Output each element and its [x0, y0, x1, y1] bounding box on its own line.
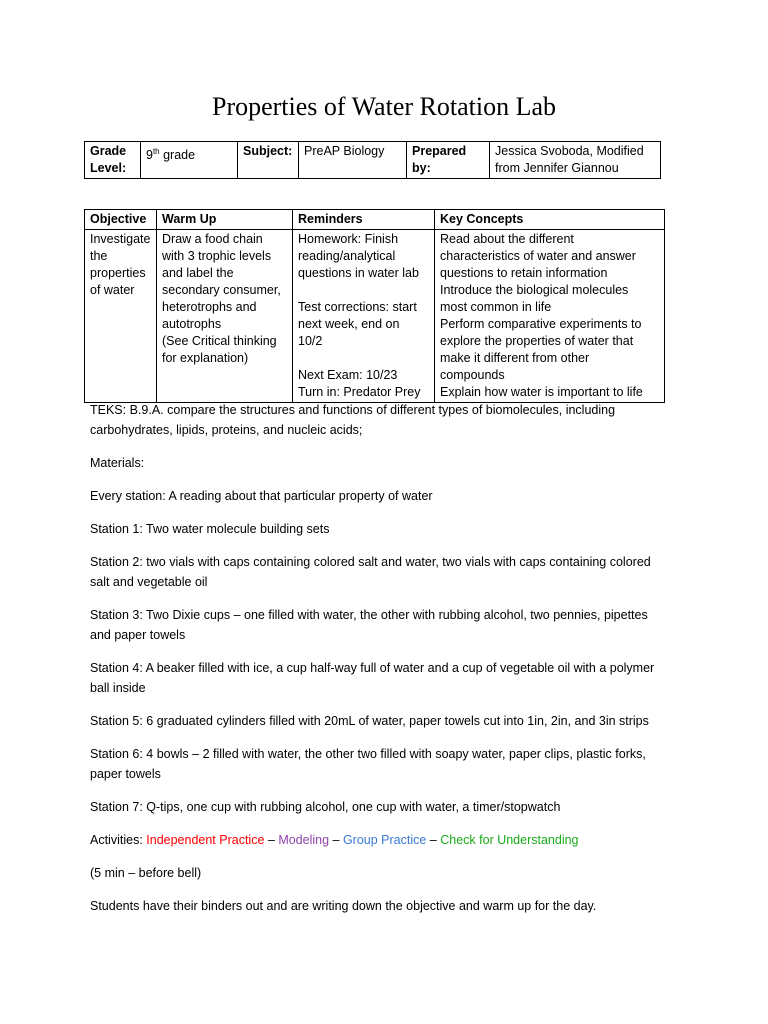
group-practice-label: Group Practice [342, 833, 427, 847]
activities-line: Activities: Independent Practice – Modeling – Group Practice – Check for Understanding [90, 833, 579, 847]
station-4: Station 4: A beaker filled with ice, a cup half-way full of water and a cup of vegetable oil with a polymer ball inside [90, 661, 655, 695]
station-2: Station 2: two vials with caps containing colored salt and water, two vials with caps containing colored salt and vegetable oil [90, 555, 651, 589]
objective-cell: Investigate the properties of water [85, 230, 157, 403]
lesson-info-table [84, 141, 661, 179]
station-6: Station 6: 4 bowls – 2 filled with water, the other two filled with soapy water, paper clips, plastic forks, paper towels [90, 747, 646, 781]
subject-label: Subject: [238, 142, 299, 179]
header-key-concepts: Key Concepts [435, 210, 665, 230]
header-warm-up: Warm Up [157, 210, 293, 230]
closing-paragraph: Students have their binders out and are writing down the objective and warm up for the day. [90, 899, 597, 913]
materials-heading: Materials: [90, 456, 145, 470]
grade-value: 9th grade [141, 142, 238, 179]
teks-paragraph: TEKS: B.9.A. compare the structures and functions of different types of biomolecules, including carbohydrates, lipids, proteins, and nucleic acids; [90, 403, 616, 437]
station-5: Station 5: 6 graduated cylinders filled with 20mL of water, paper towels cut into 1in, 2in, and 3in strips [90, 714, 649, 728]
station-3: Station 3: Two Dixie cups – one filled with water, the other with rubbing alcohol, two pennies, pipettes and paper towels [90, 608, 648, 642]
subject-value: PreAP Biology [299, 142, 407, 179]
modeling-label: Modeling [278, 833, 330, 847]
station-1: Station 1: Two water molecule building sets [90, 522, 330, 536]
prepared-value: Jessica Svoboda, Modified from Jennifer Giannou [490, 142, 661, 179]
grade-label: Grade Level: [85, 142, 141, 179]
activities-label: Activities: [90, 833, 147, 847]
timing-note: (5 min – before bell) [90, 866, 202, 880]
prepared-label: Prepared by: [407, 142, 490, 179]
lesson-plan-table [84, 209, 665, 403]
warm-up-cell: Draw a food chain with 3 trophic levels and label the secondary consumer, heterotrophs and autotrophs (See Critical thinking for explanation) [157, 230, 293, 403]
station-7: Station 7: Q-tips, one cup with rubbing alcohol, one cup with water, a timer/stopwatch [90, 800, 561, 814]
every-station-text: Every station: A reading about that particular property of water [90, 489, 433, 503]
header-reminders: Reminders [293, 210, 435, 230]
independent-practice-label: Independent Practice [146, 833, 265, 847]
header-objective: Objective [85, 210, 157, 230]
page-title: Properties of Water Rotation Lab [211, 92, 556, 121]
key-concepts-cell: Read about the different characteristics of water and answer questions to retain information Introduce the biological molecules most common in life Perform comparative experiments to explore the properties of water that make it different from other compounds Explain how water is important to life [435, 230, 665, 403]
reminders-cell: Homework: Finish reading/analytical questions in water lab Test corrections: start next week, end on 10/2 Next Exam: 10/23 Turn in: Predator Prey [293, 230, 435, 403]
check-for-understanding-label: Check for Understanding [440, 833, 579, 847]
